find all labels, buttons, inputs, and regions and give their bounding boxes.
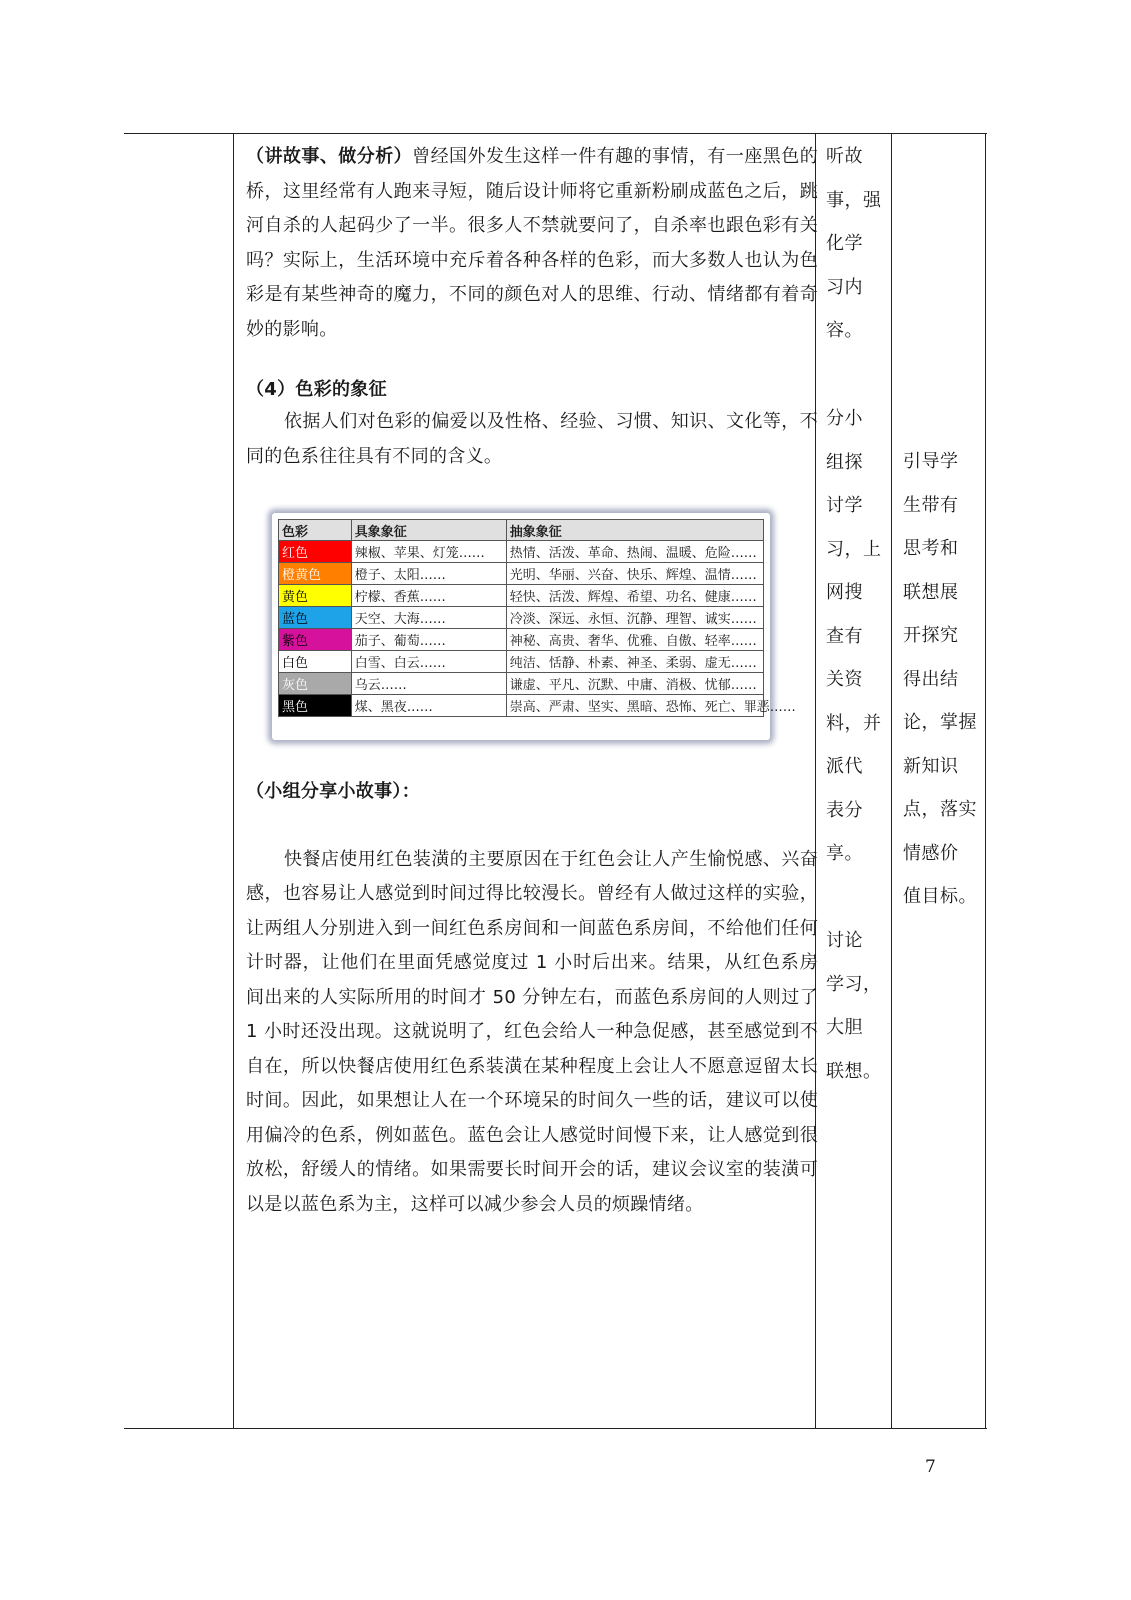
- abstract-symbol-cell: 冷淡、深远、永恒、沉静、理智、诚实……: [506, 607, 763, 629]
- color-name-cell: 黑色: [279, 695, 352, 717]
- header-abstract: 抽象象征: [506, 520, 763, 541]
- line: 表分: [826, 799, 863, 821]
- table-row: [279, 673, 764, 695]
- abstract-symbol-cell: 轻快、活泼、辉煌、希望、功名、健康……: [506, 585, 763, 607]
- line: 听故: [826, 146, 863, 167]
- line: 习内: [826, 276, 863, 298]
- abstract-symbol-cell: 热情、活泼、革命、热闹、温暖、危险……: [506, 541, 763, 563]
- line: 习，上: [826, 538, 882, 560]
- concrete-symbol-cell: 橙子、太阳……: [351, 563, 506, 585]
- student-activity-1: [826, 135, 888, 353]
- color-name-cell: 红色: [279, 541, 352, 563]
- color-name-cell: 黄色: [279, 585, 352, 607]
- line: 值目标。: [903, 886, 977, 907]
- header-concrete: 具象象征: [351, 520, 506, 541]
- color-symbol-table: [278, 519, 796, 717]
- color-name-cell: 白色: [279, 651, 352, 673]
- line: 得出结: [903, 668, 959, 690]
- abstract-symbol-cell: 崇高、严肃、坚实、黑暗、恐怖、死亡、罪恶……: [506, 695, 763, 717]
- line: 关资: [826, 669, 863, 690]
- line: 享。: [826, 843, 863, 864]
- share-story: 快餐店使用红色装潢的主要原因在于红色会让人产生愉悦感、兴奋感，也容易让人感觉到时间过得比较漫长。曾经有人做过这样的实验，让两组人分别进入到一间红色系房间和一间蓝色系房间，不给他们任何计时器，让他们在里面凭感觉度过 1 小时后出来。结果，从红色系房间出来的人实际所用的时间才 50 分钟左右，而蓝色系房间的人则过了 1 小时还没出现。这就说明了，红色会给人一种急促感，甚至感觉到不自在，所以快餐店使用红色系装潢在某种程度上会让人不愿意逗留太长时间。因此，如果想让人在一个环境呆的时间久一些的话，建议可以使用偏冷的色系，例如蓝色。蓝色会让人感觉时间慢下来，让人感觉到很放松，舒缓人的情绪。如果需要长时间开会的话，建议会议室的装潢可以是以蓝色系为主，这样可以减少参会人员的烦躁情绪。: [246, 848, 818, 1215]
- line: 派代: [826, 756, 863, 777]
- header-color: 色彩: [279, 520, 352, 541]
- concrete-symbol-cell: 柠檬、香蕉……: [351, 585, 506, 607]
- table-row: [279, 541, 764, 563]
- design-intent: [903, 440, 983, 919]
- line: 新知识: [903, 755, 959, 777]
- table-right-border: [985, 133, 986, 1429]
- concrete-symbol-cell: 煤、黑夜……: [351, 695, 506, 717]
- column-divider-1: [233, 133, 234, 1429]
- line: 学习，: [826, 973, 882, 995]
- line: 讨学: [826, 495, 863, 516]
- line: 容。: [826, 320, 863, 341]
- share-title: （小组分享小故事）：: [246, 781, 420, 802]
- abstract-symbol-cell: 谦虚、平凡、沉默、中庸、消极、忧郁……: [506, 673, 763, 695]
- color-symbol-figure: [272, 513, 796, 740]
- table-row: [279, 563, 764, 585]
- color-name-cell: 橙黄色: [279, 563, 352, 585]
- line: 化学: [826, 233, 863, 254]
- teaching-content: [246, 140, 818, 474]
- concrete-symbol-cell: 辣椒、苹果、灯笼……: [351, 541, 506, 563]
- table-row: [279, 629, 764, 651]
- section-intro: 依据人们对色彩的偏爱以及性格、经验、习惯、知识、文化等，不同的色系往往具有不同的含义。: [246, 411, 818, 467]
- concrete-symbol-cell: 白雪、白云……: [351, 651, 506, 673]
- line: 点，落实: [903, 799, 977, 820]
- abstract-symbol-cell: 神秘、高贵、奢华、优雅、自傲、轻率……: [506, 629, 763, 651]
- line: 大胆: [826, 1017, 863, 1038]
- line: 引导学: [903, 451, 959, 472]
- line: 料，并: [826, 712, 882, 734]
- table-top-border: [124, 133, 987, 134]
- table-row: [279, 651, 764, 673]
- concrete-symbol-cell: 茄子、葡萄……: [351, 629, 506, 651]
- section-title: （4）色彩的象征: [246, 379, 387, 400]
- table-row: [279, 585, 764, 607]
- concrete-symbol-cell: 乌云……: [351, 673, 506, 695]
- table-row: [279, 695, 764, 717]
- column-divider-3: [891, 133, 892, 1429]
- color-name-cell: 紫色: [279, 629, 352, 651]
- line: 思考和: [903, 538, 959, 559]
- line: 网搜: [826, 582, 863, 603]
- story-paragraph: [246, 140, 818, 347]
- line: 开探究: [903, 625, 959, 646]
- student-activity-2: [826, 397, 888, 876]
- table-row: [279, 607, 764, 629]
- abstract-symbol-cell: 光明、华丽、兴奋、快乐、辉煌、温情……: [506, 563, 763, 585]
- story-text: 曾经国外发生这样一件有趣的事情，有一座黑色的桥，这里经常有人跑来寻短，随后设计师将它重新粉刷成蓝色之后，跳河自杀的人起码少了一半。很多人不禁就要问了，自杀率也跟色彩有关吗？实际上，生活环境中充斥着各种各样的色彩，而大多数人也认为色彩是有某些神奇的魔力，不同的颜色对人的思维、行动、情绪都有着奇妙的影响。: [246, 146, 818, 340]
- color-name-cell: 蓝色: [279, 607, 352, 629]
- group-share-section: [246, 775, 818, 1222]
- table-header-row: [279, 520, 764, 541]
- student-activity-3: [826, 919, 888, 1093]
- line: 生带有: [903, 494, 959, 516]
- page-number: 7: [925, 1457, 936, 1477]
- line: 分小: [826, 408, 863, 429]
- line: 联想。: [826, 1060, 882, 1082]
- table-bottom-border: [124, 1428, 987, 1429]
- line: 查有: [826, 625, 863, 647]
- line: 事，强: [826, 189, 882, 211]
- line: 组探: [826, 451, 863, 473]
- abstract-symbol-cell: 纯洁、恬静、朴素、神圣、柔弱、虚无……: [506, 651, 763, 673]
- color-name-cell: 灰色: [279, 673, 352, 695]
- concrete-symbol-cell: 天空、大海……: [351, 607, 506, 629]
- line: 论，掌握: [903, 712, 977, 733]
- line: 联想展: [903, 581, 959, 603]
- story-lead: （讲故事、做分析）: [246, 146, 413, 167]
- line: 情感价: [903, 842, 959, 864]
- line: 讨论: [826, 930, 863, 951]
